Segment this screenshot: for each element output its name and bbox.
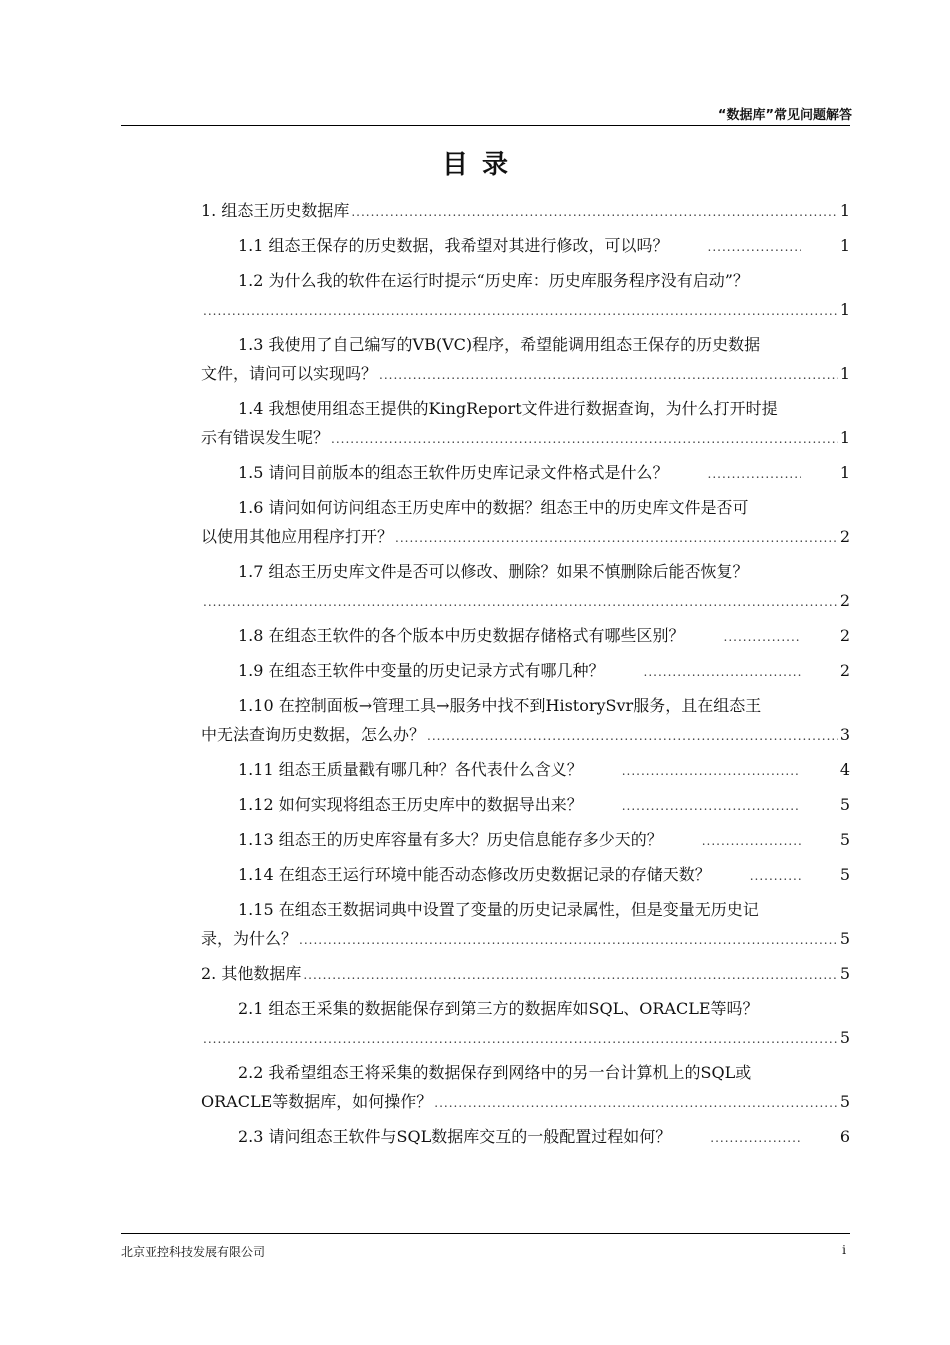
toc-entry-text: 1.3 我使用了自己编写的VB(VC)程序，希望能调用组态王保存的历史数据	[238, 335, 761, 354]
toc-page-number: 1	[839, 364, 850, 383]
toc-entry[interactable]	[201, 691, 850, 751]
dot-leader	[351, 198, 837, 227]
toc-entry-text: 1.11 组态王质量戳有哪几种？各代表什么含义？	[238, 760, 583, 779]
toc-entry[interactable]	[201, 266, 850, 326]
footer-rule	[121, 1233, 850, 1234]
toc-page-number: 5	[839, 929, 850, 948]
toc-entry[interactable]	[201, 231, 850, 262]
toc-entry[interactable]	[201, 330, 850, 390]
toc-entry-text: 1.14 在组态王运行环境中能否动态修改历史数据记录的存储天数？	[238, 865, 711, 884]
toc-entry[interactable]	[201, 959, 850, 990]
toc-page-number: 1	[839, 236, 850, 255]
toc-entry[interactable]	[201, 1058, 850, 1118]
dot-leader	[331, 425, 838, 454]
dot-leader	[671, 233, 801, 262]
dot-leader	[203, 297, 838, 326]
toc-entry-text: 1.5 请问目前版本的组态王软件历史库记录文件格式是什么？	[238, 463, 669, 482]
dot-leader	[395, 524, 838, 553]
dot-leader	[607, 658, 801, 687]
toc-entry-text: 1.10 在控制面板→管理工具→服务中找不到HistorySvr服务，且在组态王	[238, 696, 762, 715]
footer-page-number: i	[842, 1243, 846, 1257]
toc-entry-text: 文件，请问可以实现吗？	[201, 364, 378, 383]
dot-leader	[687, 623, 801, 652]
toc-entry[interactable]	[201, 458, 850, 489]
toc-entry[interactable]	[201, 656, 850, 687]
toc-entry-text: 中无法查询历史数据，怎么办？	[201, 725, 426, 744]
toc-entry-text: 1.4 我想使用组态王提供的KingReport文件进行数据查询，为什么打开时提	[238, 399, 778, 418]
toc-entry-text: 1.12 如何实现将组态王历史库中的数据导出来？	[238, 795, 583, 814]
dot-leader	[203, 1025, 838, 1054]
toc-entry-text: 1.13 组态王的历史库容量有多大？历史信息能存多少天的？	[238, 830, 663, 849]
toc-page-number: 1	[839, 463, 850, 482]
toc-page-number: 5	[839, 795, 850, 814]
toc-entry-text: 1.9 在组态王软件中变量的历史记录方式有哪几种？	[238, 661, 605, 680]
dot-leader	[585, 757, 801, 786]
toc-page-number: 4	[839, 760, 850, 779]
dot-leader	[671, 460, 801, 489]
header-title: “数据库”常见问题解答	[717, 108, 852, 123]
toc-entry-text: 1. 组态王历史数据库	[201, 201, 350, 220]
toc-page-number: 3	[839, 725, 850, 744]
toc-entry[interactable]	[201, 621, 850, 652]
toc-page-number: 1	[839, 428, 850, 447]
toc-entry[interactable]	[201, 196, 850, 227]
dot-leader	[303, 961, 837, 990]
toc-entry-text: 1.6 请问如何访问组态王历史库中的数据？组态王中的历史库文件是否可	[238, 498, 749, 517]
toc-page-number: 2	[839, 661, 850, 680]
toc-page-number: 5	[839, 830, 850, 849]
table-of-contents	[201, 196, 850, 1157]
dot-leader	[434, 1089, 838, 1118]
toc-entry-text: 示有错误发生呢？	[201, 428, 330, 447]
toc-page-number: 5	[839, 964, 850, 983]
dot-leader	[427, 722, 838, 751]
toc-entry-text: 2.1 组态王采集的数据能保存到第三方的数据库如SQL、ORACLE等吗？	[238, 999, 759, 1018]
toc-entry-text: 以使用其他应用程序打开？	[201, 527, 394, 546]
toc-page-number: 2	[839, 527, 850, 546]
toc-entry[interactable]	[201, 1122, 850, 1153]
toc-page-number: 2	[839, 626, 850, 645]
toc-entry[interactable]	[201, 860, 850, 891]
toc-page-number: 5	[839, 865, 850, 884]
toc-entry[interactable]	[201, 994, 850, 1054]
toc-entry[interactable]	[201, 557, 850, 617]
toc-page-number: 2	[839, 591, 850, 610]
toc-page-number: 6	[839, 1127, 850, 1146]
toc-title: 目录	[441, 150, 522, 180]
toc-entry[interactable]	[201, 895, 850, 955]
toc-entry-text: 1.8 在组态王软件的各个版本中历史数据存储格式有哪些区别？	[238, 626, 685, 645]
dot-leader	[203, 588, 838, 617]
toc-entry[interactable]	[201, 394, 850, 454]
toc-entry-text: 2.2 我希望组态王将采集的数据保存到网络中的另一台计算机上的SQL或	[238, 1063, 752, 1082]
toc-entry-text: 2.3 请问组态王软件与SQL数据库交互的一般配置过程如何？	[238, 1127, 672, 1146]
toc-entry-text: 1.2 为什么我的软件在运行时提示“历史库：历史库服务程序没有启动”？	[238, 271, 749, 290]
dot-leader	[379, 361, 838, 390]
dot-leader	[585, 792, 801, 821]
header-rule	[121, 125, 850, 126]
dot-leader	[665, 827, 801, 856]
toc-entry[interactable]	[201, 493, 850, 553]
toc-entry-text: 1.1 组态王保存的历史数据，我希望对其进行修改，可以吗？	[238, 236, 669, 255]
toc-entry[interactable]	[201, 825, 850, 856]
toc-entry-text: 2. 其他数据库	[201, 964, 302, 983]
toc-page-number: 5	[839, 1028, 850, 1047]
footer-company: 北京亚控科技发展有限公司	[121, 1245, 266, 1259]
toc-entry[interactable]	[201, 790, 850, 821]
dot-leader	[713, 862, 801, 891]
toc-entry-text: 1.7 组态王历史库文件是否可以修改、删除？如果不慎删除后能否恢复？	[238, 562, 749, 581]
dot-leader	[673, 1124, 801, 1153]
toc-page-number: 5	[839, 1092, 850, 1111]
toc-entry-text: ORACLE等数据库，如何操作？	[201, 1092, 433, 1111]
toc-page-number: 1	[839, 300, 850, 319]
toc-entry-text: 1.15 在组态王数据词典中设置了变量的历史记录属性，但是变量无历史记	[238, 900, 759, 919]
dot-leader	[299, 926, 838, 955]
toc-entry-text: 录，为什么？	[201, 929, 298, 948]
toc-page-number: 1	[839, 201, 850, 220]
toc-entry[interactable]	[201, 755, 850, 786]
